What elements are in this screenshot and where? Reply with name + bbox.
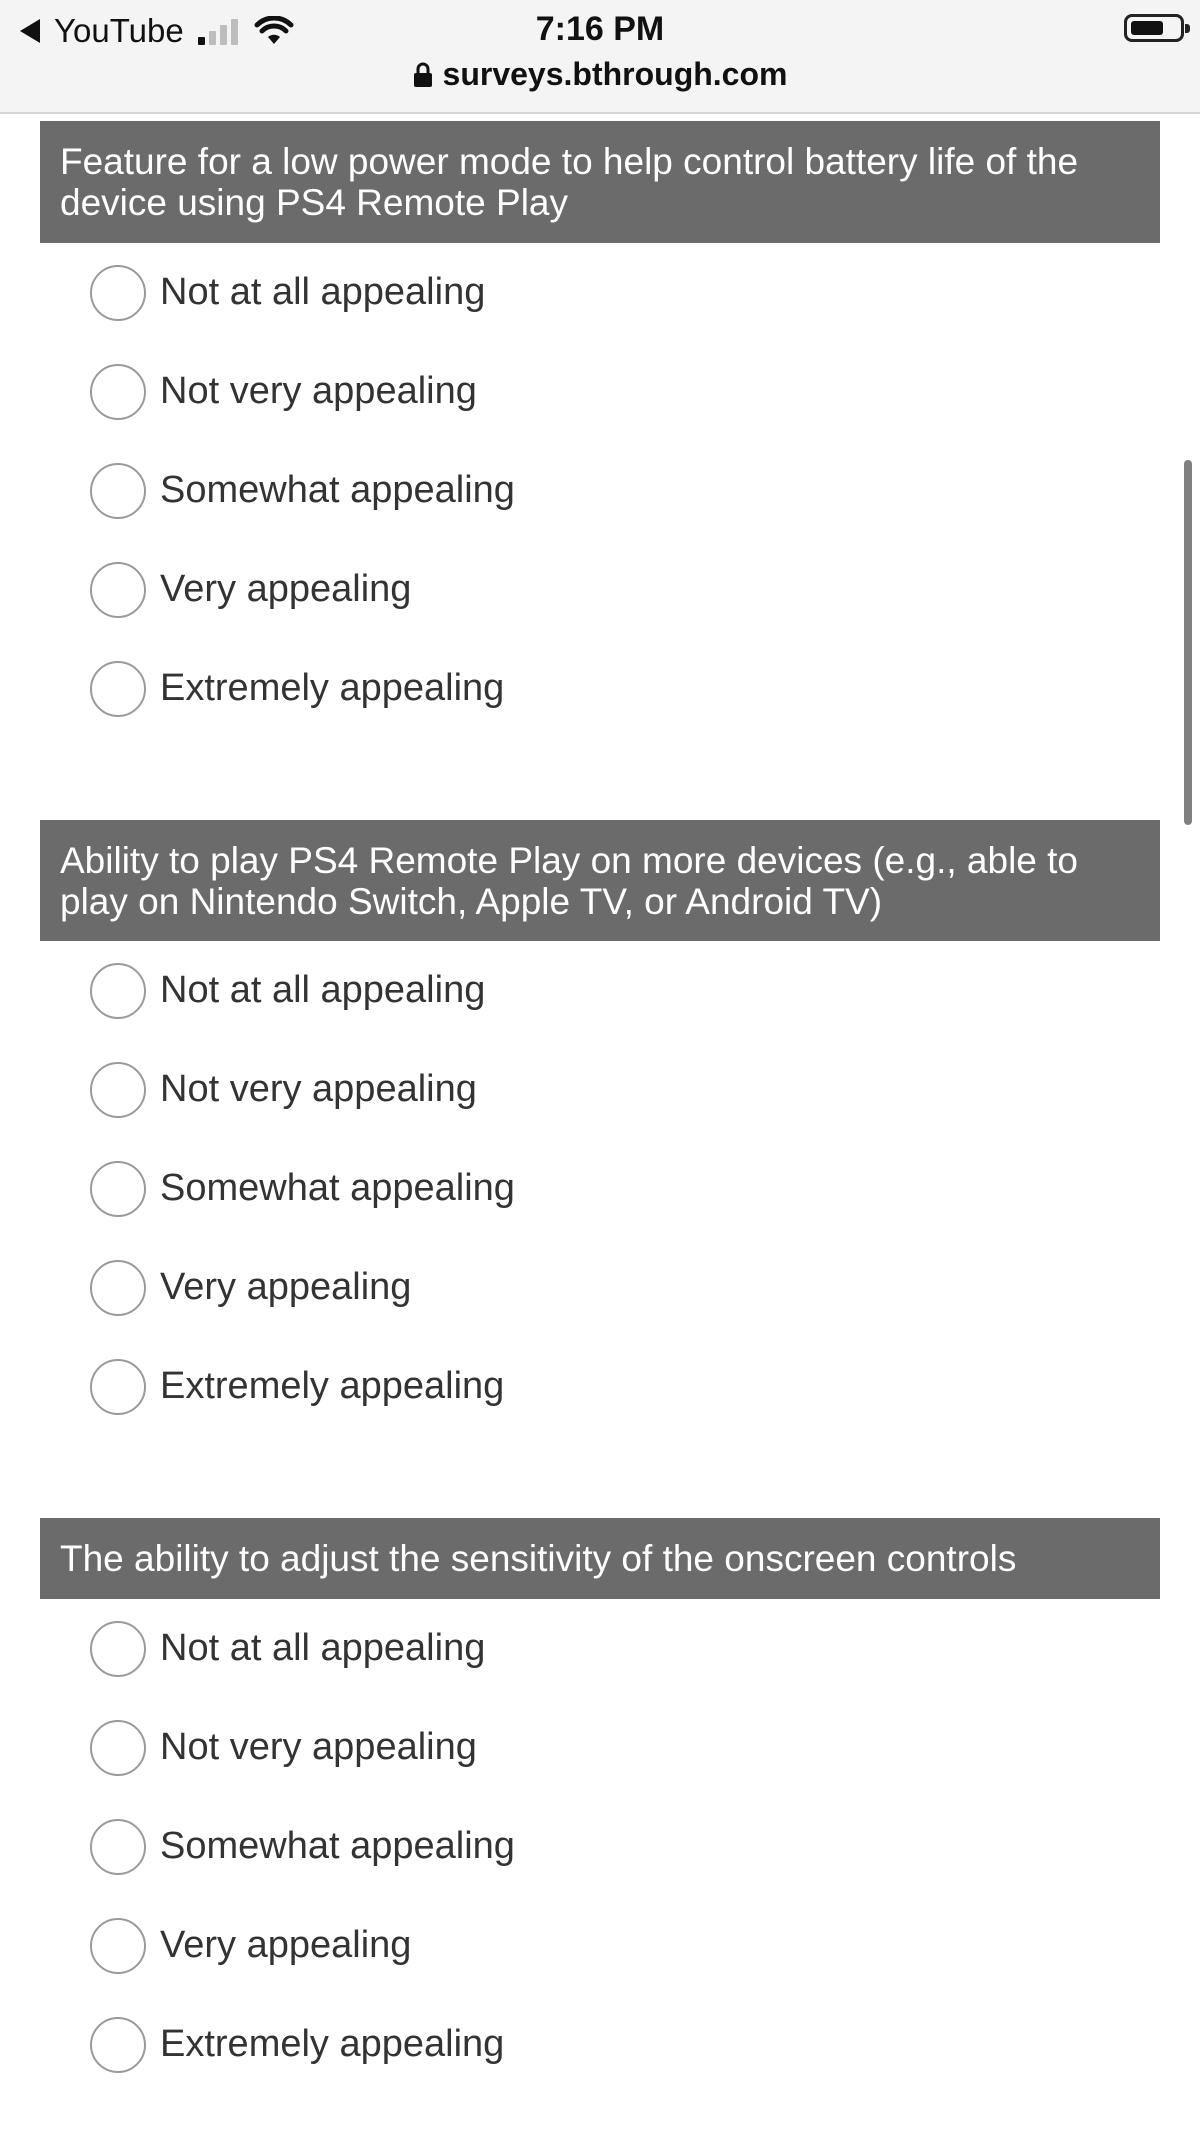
option-not-at-all-appealing[interactable] xyxy=(40,243,1160,342)
option-label: Extremely appealing xyxy=(160,2023,505,2065)
option-label: Extremely appealing xyxy=(160,667,505,709)
option-very-appealing[interactable] xyxy=(40,1896,1160,1995)
option-label: Not at all appealing xyxy=(160,271,486,313)
option-label: Not very appealing xyxy=(160,370,477,412)
url-text: surveys.bthrough.com xyxy=(442,56,788,92)
question-low-power-mode xyxy=(40,121,1160,738)
radio-button[interactable] xyxy=(90,364,146,420)
question-more-devices xyxy=(40,820,1160,1436)
option-label: Very appealing xyxy=(160,1924,412,1966)
option-somewhat-appealing[interactable] xyxy=(40,441,1160,540)
question-title: Ability to play PS4 Remote Play on more devices (e.g., able to play on Nintendo Switch, Apple TV, or Android TV) xyxy=(40,820,1160,941)
status-time: 7:16 PM xyxy=(535,10,665,48)
radio-group xyxy=(40,243,1160,738)
radio-button[interactable] xyxy=(90,963,146,1019)
radio-button[interactable] xyxy=(90,1621,146,1677)
radio-button[interactable] xyxy=(90,1359,146,1415)
option-somewhat-appealing[interactable] xyxy=(40,1139,1160,1238)
radio-button[interactable] xyxy=(90,1260,146,1316)
option-extremely-appealing[interactable] xyxy=(40,1337,1160,1436)
question-control-sensitivity xyxy=(40,1518,1160,2094)
status-bar xyxy=(0,0,1200,114)
battery-icon xyxy=(1124,14,1184,42)
back-app-label: YouTube xyxy=(54,12,184,49)
option-label: Not very appealing xyxy=(160,1068,477,1110)
address-bar[interactable] xyxy=(0,56,1200,93)
option-label: Somewhat appealing xyxy=(160,469,515,511)
radio-button[interactable] xyxy=(90,1161,146,1217)
option-label: Somewhat appealing xyxy=(160,1825,515,1867)
question-title: The ability to adjust the sensitivity of the onscreen controls xyxy=(40,1518,1160,1599)
option-label: Not very appealing xyxy=(160,1726,477,1768)
option-label: Not at all appealing xyxy=(160,1627,486,1669)
option-label: Not at all appealing xyxy=(160,969,486,1011)
radio-group xyxy=(40,1599,1160,2094)
radio-button[interactable] xyxy=(90,2017,146,2073)
option-not-at-all-appealing[interactable] xyxy=(40,941,1160,1040)
radio-button[interactable] xyxy=(90,1720,146,1776)
option-label: Very appealing xyxy=(160,1266,412,1308)
radio-button[interactable] xyxy=(90,265,146,321)
lock-icon xyxy=(413,62,433,88)
radio-button[interactable] xyxy=(90,1819,146,1875)
option-very-appealing[interactable] xyxy=(40,1238,1160,1337)
option-not-very-appealing[interactable] xyxy=(40,342,1160,441)
option-not-at-all-appealing[interactable] xyxy=(40,1599,1160,1698)
option-extremely-appealing[interactable] xyxy=(40,639,1160,738)
question-title: Feature for a low power mode to help control battery life of the device using PS4 Remote Play xyxy=(40,121,1160,243)
option-label: Very appealing xyxy=(160,568,412,610)
radio-button[interactable] xyxy=(90,463,146,519)
option-label: Extremely appealing xyxy=(160,1365,505,1407)
radio-button[interactable] xyxy=(90,661,146,717)
radio-button[interactable] xyxy=(90,562,146,618)
option-somewhat-appealing[interactable] xyxy=(40,1797,1160,1896)
radio-button[interactable] xyxy=(90,1062,146,1118)
option-very-appealing[interactable] xyxy=(40,540,1160,639)
radio-button[interactable] xyxy=(90,1918,146,1974)
radio-group xyxy=(40,941,1160,1436)
option-not-very-appealing[interactable] xyxy=(40,1698,1160,1797)
option-extremely-appealing[interactable] xyxy=(40,1995,1160,2094)
scrollbar[interactable] xyxy=(1184,460,1192,825)
option-not-very-appealing[interactable] xyxy=(40,1040,1160,1139)
option-label: Somewhat appealing xyxy=(160,1167,515,1209)
